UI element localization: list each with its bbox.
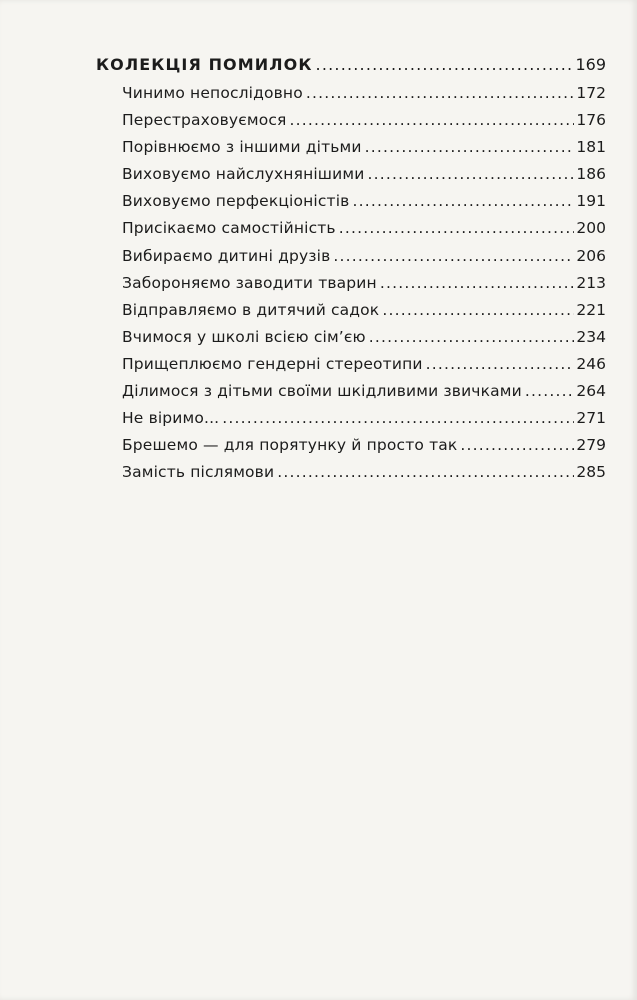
toc-entry-page: 221 — [576, 300, 606, 319]
toc-leader-dots — [316, 55, 574, 74]
toc-entry — [96, 382, 606, 409]
toc-leader-dots — [222, 409, 574, 427]
toc-entry-page: 181 — [576, 138, 606, 157]
toc-leader-dots — [382, 301, 574, 319]
toc-entry-title: Брешемо — для порятунку й просто так — [122, 436, 458, 455]
toc-entry-title: Відправляємо в дитячий садок — [122, 300, 380, 319]
toc-entry — [96, 84, 606, 111]
toc-entry — [96, 111, 606, 138]
toc-leader-dots — [460, 436, 574, 454]
toc-entry-page: 271 — [576, 409, 606, 428]
toc-entry-page: 234 — [576, 327, 606, 346]
toc-leader-dots — [277, 463, 574, 481]
toc-entry-title: Присікаємо самостійність — [122, 219, 336, 238]
toc-leader-dots — [365, 138, 575, 156]
toc-entry — [96, 219, 606, 246]
toc-entry-page: 264 — [576, 382, 606, 401]
toc-leader-dots — [306, 84, 575, 102]
toc-entry-page: 200 — [576, 219, 606, 238]
toc-entry-title: Перестраховуємося — [122, 111, 287, 130]
toc-leader-dots — [369, 328, 575, 346]
toc-entry — [96, 165, 606, 192]
toc-entry-page: 279 — [576, 436, 606, 455]
toc-entry-page: 285 — [576, 463, 606, 482]
toc-entry-title: Виховуємо перфекціоністів — [122, 192, 350, 211]
toc-entry-title: Замість післямови — [122, 463, 275, 482]
toc-leader-dots — [333, 247, 574, 265]
toc-leader-dots — [339, 219, 575, 237]
toc-leader-dots — [290, 111, 575, 129]
toc-entry — [96, 355, 606, 382]
toc-entry-title: Вибираємо дитині друзів — [122, 246, 331, 265]
table-of-contents — [96, 55, 606, 490]
toc-entry-title: Виховуємо найслухнянішими — [122, 165, 365, 184]
toc-entry-page: 246 — [576, 354, 606, 373]
toc-entry-title: Забороняємо заводити тварин — [122, 273, 377, 292]
toc-entry-page: 191 — [576, 192, 606, 211]
toc-entry-page: 176 — [576, 111, 606, 130]
toc-entry-title: Вчимося у школі всією сім’єю — [122, 327, 366, 346]
toc-leader-dots — [367, 165, 574, 183]
toc-entry — [96, 301, 606, 328]
toc-entry — [96, 463, 606, 490]
toc-entry — [96, 274, 606, 301]
toc-entry — [96, 409, 606, 436]
toc-entry — [96, 247, 606, 274]
toc-entry-title: Чинимо непослідовно — [122, 84, 303, 102]
toc-entry — [96, 192, 606, 219]
toc-entry-page: 206 — [576, 246, 606, 265]
toc-section-title: КОЛЕКЦІЯ ПОМИЛОК — [96, 55, 313, 74]
toc-section-page: 169 — [575, 55, 606, 74]
toc-leader-dots — [525, 382, 575, 400]
toc-entry — [96, 436, 606, 463]
toc-entry-page: 172 — [576, 84, 606, 102]
toc-entry-title: Порівнюємо з іншими дітьми — [122, 138, 362, 157]
toc-leader-dots — [352, 192, 574, 210]
toc-entry-page: 186 — [576, 165, 606, 184]
toc-entry — [96, 138, 606, 165]
toc-entry-title: Ділимося з дітьми своїми шкідливими звичками — [122, 382, 522, 401]
toc-leader-dots — [380, 274, 575, 292]
toc-entry-page: 213 — [576, 273, 606, 292]
toc-section-heading — [96, 55, 606, 84]
toc-entry-title: Не віримо... — [122, 409, 220, 428]
toc-entry-title: Прищеплюємо гендерні стереотипи — [122, 354, 423, 373]
toc-entry — [96, 328, 606, 355]
toc-leader-dots — [426, 355, 575, 373]
